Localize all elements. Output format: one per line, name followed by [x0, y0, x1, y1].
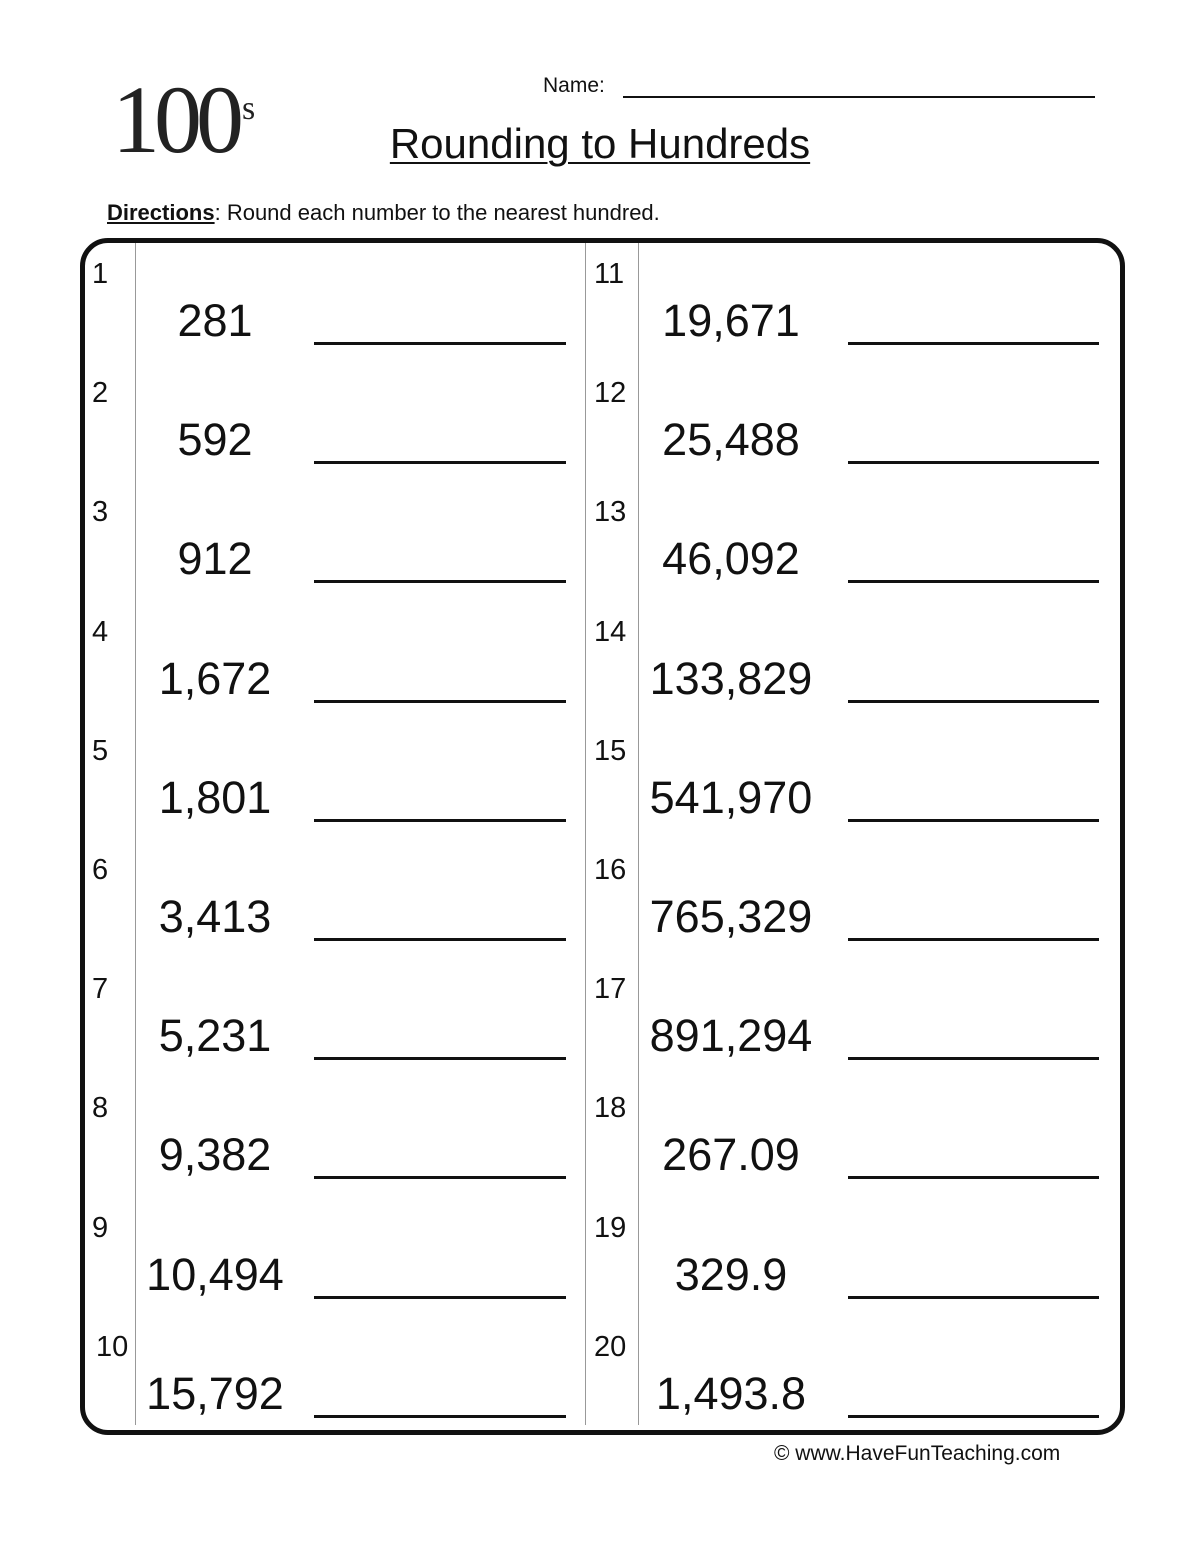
answer-line[interactable]: [848, 700, 1099, 703]
name-line[interactable]: [623, 96, 1095, 98]
problem-value: 329.9: [674, 1248, 788, 1300]
answer-line[interactable]: [848, 1176, 1099, 1179]
logo-superscript: s: [242, 90, 256, 127]
problem-value: 891,294: [649, 1010, 813, 1062]
problem-number: 5: [92, 734, 109, 767]
answer-line[interactable]: [314, 461, 566, 464]
problem-value: 592: [177, 414, 253, 466]
answer-line[interactable]: [848, 1296, 1099, 1299]
problem-value: 1,672: [158, 652, 272, 704]
name-label: Name:: [543, 74, 605, 97]
problem-value: 765,329: [649, 891, 813, 942]
problem-number: 7: [92, 973, 109, 1006]
problem-value: 19,671: [662, 295, 800, 346]
answer-line[interactable]: [314, 1176, 566, 1179]
problem-number: 17: [594, 973, 627, 1006]
answer-line[interactable]: [314, 580, 566, 583]
answer-line[interactable]: [314, 938, 566, 941]
problem-number: 4: [92, 615, 109, 648]
problem-number: 12: [594, 377, 627, 410]
answer-line[interactable]: [848, 580, 1099, 583]
problem-number: 15: [594, 734, 627, 767]
directions-text: : Round each number to the nearest hundred.: [214, 200, 660, 225]
answer-line[interactable]: [848, 1415, 1099, 1418]
page-title: Rounding to Hundreds: [389, 120, 811, 167]
problem-number: 1: [92, 258, 109, 290]
problem-number: 6: [92, 854, 109, 886]
problem-value: 267.09: [662, 1129, 800, 1181]
problem-number: 14: [594, 615, 627, 648]
problem-value: 1,801: [158, 771, 272, 823]
copyright-footer: © www.HaveFunTeaching.com: [774, 1442, 1061, 1465]
problem-number: 9: [92, 1211, 109, 1244]
answer-line[interactable]: [314, 342, 566, 345]
problem-number: 18: [594, 1092, 627, 1125]
answer-line[interactable]: [314, 1415, 566, 1418]
answer-line[interactable]: [314, 819, 566, 822]
problem-value: 541,970: [649, 771, 813, 823]
answer-line[interactable]: [314, 1057, 566, 1060]
directions-label: Directions: [107, 200, 215, 225]
answer-line[interactable]: [314, 1296, 566, 1299]
problem-value: 5,231: [158, 1010, 272, 1062]
problem-number: 16: [594, 854, 627, 886]
problem-number: 8: [92, 1092, 109, 1125]
problem-value: 9,382: [158, 1129, 272, 1181]
problem-value: 912: [177, 533, 253, 585]
problem-value: 15,792: [146, 1367, 284, 1419]
problem-value: 1,493.8: [655, 1367, 807, 1419]
problem-value: 46,092: [662, 533, 800, 585]
problem-number: 3: [92, 496, 109, 529]
answer-line[interactable]: [848, 819, 1099, 822]
problem-value: 133,829: [649, 652, 813, 704]
problem-number: 20: [594, 1330, 627, 1363]
problem-number: 19: [594, 1211, 627, 1244]
answer-line[interactable]: [848, 938, 1099, 941]
problem-value: 281: [177, 295, 253, 346]
problem-number: 2: [92, 377, 109, 410]
name-field: [543, 74, 1095, 100]
right-number-column-divider: [638, 243, 639, 1425]
problem-value: 3,413: [158, 891, 272, 942]
problem-number: 10: [96, 1330, 129, 1363]
problem-value: 25,488: [662, 414, 800, 466]
problem-number: 13: [594, 496, 627, 529]
answer-line[interactable]: [848, 342, 1099, 345]
column-divider: [585, 243, 586, 1425]
left-number-column-divider: [135, 243, 136, 1425]
problem-value: 10,494: [146, 1248, 284, 1300]
answer-line[interactable]: [848, 461, 1099, 464]
answer-line[interactable]: [848, 1057, 1099, 1060]
answer-line[interactable]: [314, 700, 566, 703]
problem-number: 11: [594, 258, 625, 290]
directions: [107, 200, 660, 226]
logo-number: 100: [112, 66, 238, 173]
